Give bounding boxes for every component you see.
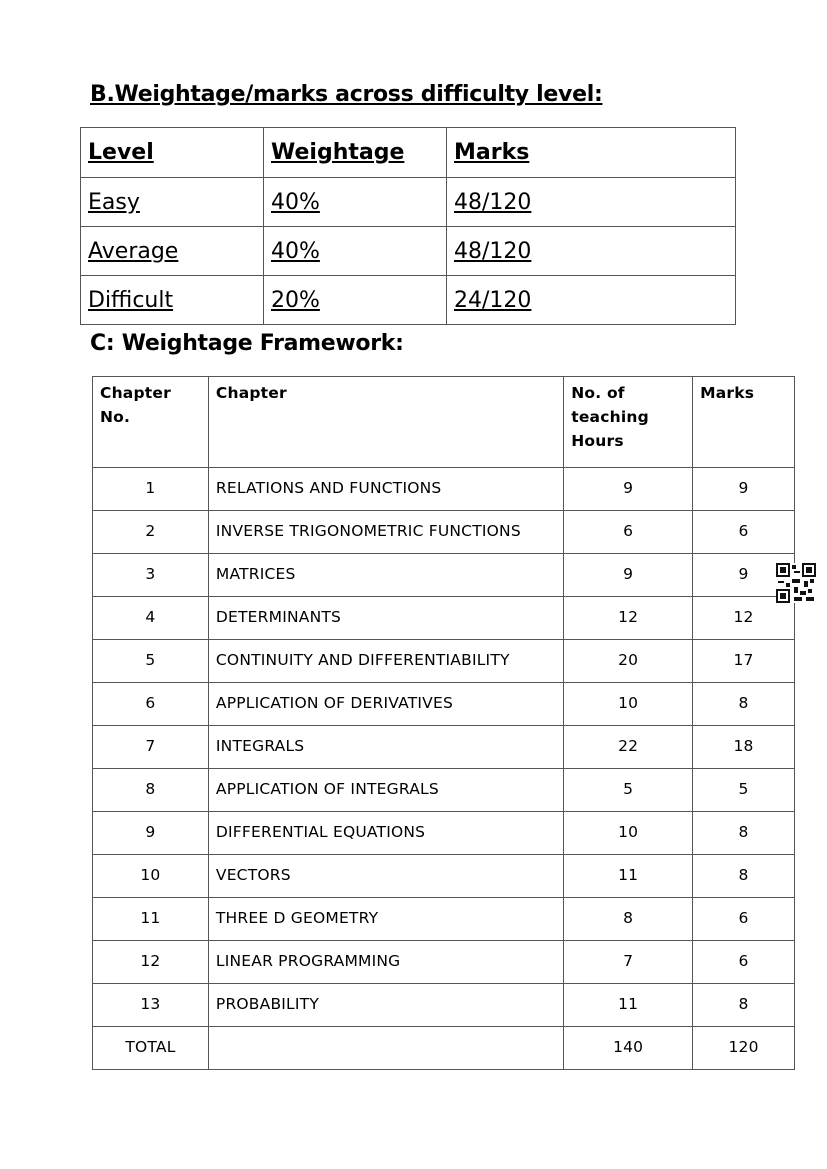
chapter-cell: THREE D GEOMETRY: [208, 898, 563, 941]
level-header: Level: [81, 128, 264, 178]
marks-cell: 18: [693, 726, 795, 769]
chapter-cell: INVERSE TRIGONOMETRIC FUNCTIONS: [208, 511, 563, 554]
table-row: [93, 683, 795, 726]
total-marks: 120: [693, 1027, 795, 1070]
total-hours: 140: [564, 1027, 693, 1070]
chapter-cell: LINEAR PROGRAMMING: [208, 941, 563, 984]
hours-cell: 11: [564, 855, 693, 898]
hours-cell: 22: [564, 726, 693, 769]
total-chapter-cell: [208, 1027, 563, 1070]
table-row: [93, 812, 795, 855]
chapter-no-cell: 1: [93, 468, 209, 511]
level-cell: Difficult: [81, 276, 264, 325]
teaching-hours-header: No. of teaching Hours: [564, 377, 693, 468]
hours-cell: 9: [564, 468, 693, 511]
table-row: [93, 511, 795, 554]
hours-cell: 10: [564, 683, 693, 726]
total-label: TOTAL: [93, 1027, 209, 1070]
marks-cell: 9: [693, 554, 795, 597]
marks-cell: 9: [693, 468, 795, 511]
hours-cell: 6: [564, 511, 693, 554]
difficulty-table: [80, 127, 736, 325]
difficulty-row: [81, 276, 736, 325]
difficulty-header-row: [81, 128, 736, 178]
level-cell: Average: [81, 227, 264, 276]
marks-cell: 8: [693, 984, 795, 1027]
difficulty-row: [81, 178, 736, 227]
table-row: [93, 984, 795, 1027]
hours-cell: 11: [564, 984, 693, 1027]
hours-cell: 20: [564, 640, 693, 683]
chapter-no-cell: 2: [93, 511, 209, 554]
marks-cell: 6: [693, 511, 795, 554]
table-row: [93, 855, 795, 898]
hours-cell: 9: [564, 554, 693, 597]
hours-cell: 8: [564, 898, 693, 941]
chapter-cell: DIFFERENTIAL EQUATIONS: [208, 812, 563, 855]
chapter-cell: VECTORS: [208, 855, 563, 898]
hours-cell: 10: [564, 812, 693, 855]
marks-cell: 8: [693, 855, 795, 898]
marks-cell: 24/120: [447, 276, 736, 325]
chapter-no-header: Chapter No.: [93, 377, 209, 468]
chapter-cell: APPLICATION OF INTEGRALS: [208, 769, 563, 812]
chapter-no-cell: 6: [93, 683, 209, 726]
table-row: [93, 726, 795, 769]
table-row: [93, 769, 795, 812]
table-row: [93, 941, 795, 984]
chapter-no-cell: 8: [93, 769, 209, 812]
chapter-no-cell: 9: [93, 812, 209, 855]
weightage-cell: 20%: [264, 276, 447, 325]
framework-section-heading: C: Weightage Framework:: [90, 331, 404, 356]
marks-cell: 17: [693, 640, 795, 683]
marks-cell: 6: [693, 941, 795, 984]
chapter-cell: APPLICATION OF DERIVATIVES: [208, 683, 563, 726]
difficulty-row: [81, 227, 736, 276]
difficulty-section-heading: B.Weightage/marks across difficulty level:: [90, 82, 603, 107]
weightage-header: Weightage: [264, 128, 447, 178]
marks-cell: 48/120: [447, 178, 736, 227]
table-row: [93, 640, 795, 683]
chapter-no-cell: 4: [93, 597, 209, 640]
marks-header: Marks: [693, 377, 795, 468]
chapter-header: Chapter: [208, 377, 563, 468]
chapter-no-cell: 7: [93, 726, 209, 769]
marks-header: Marks: [447, 128, 736, 178]
chapter-cell: PROBABILITY: [208, 984, 563, 1027]
chapter-cell: INTEGRALS: [208, 726, 563, 769]
chapter-cell: CONTINUITY AND DIFFERENTIABILITY: [208, 640, 563, 683]
chapter-no-cell: 5: [93, 640, 209, 683]
weightage-cell: 40%: [264, 178, 447, 227]
weightage-framework-table: [92, 376, 795, 1070]
marks-cell: 8: [693, 683, 795, 726]
table-row: [93, 898, 795, 941]
chapter-cell: MATRICES: [208, 554, 563, 597]
marks-cell: 6: [693, 898, 795, 941]
total-row: [93, 1027, 795, 1070]
marks-cell: 8: [693, 812, 795, 855]
weightage-cell: 40%: [264, 227, 447, 276]
chapter-no-cell: 13: [93, 984, 209, 1027]
hours-cell: 5: [564, 769, 693, 812]
hours-cell: 12: [564, 597, 693, 640]
qr-code-image: [776, 563, 816, 603]
table-row: [93, 554, 795, 597]
chapter-no-cell: 3: [93, 554, 209, 597]
level-cell: Easy: [81, 178, 264, 227]
table-row: [93, 468, 795, 511]
marks-cell: 12: [693, 597, 795, 640]
hours-cell: 7: [564, 941, 693, 984]
chapter-cell: RELATIONS AND FUNCTIONS: [208, 468, 563, 511]
marks-cell: 48/120: [447, 227, 736, 276]
table-row: [93, 597, 795, 640]
chapter-no-cell: 11: [93, 898, 209, 941]
marks-cell: 5: [693, 769, 795, 812]
chapter-no-cell: 10: [93, 855, 209, 898]
chapter-cell: DETERMINANTS: [208, 597, 563, 640]
framework-header-row: [93, 377, 795, 468]
chapter-no-cell: 12: [93, 941, 209, 984]
